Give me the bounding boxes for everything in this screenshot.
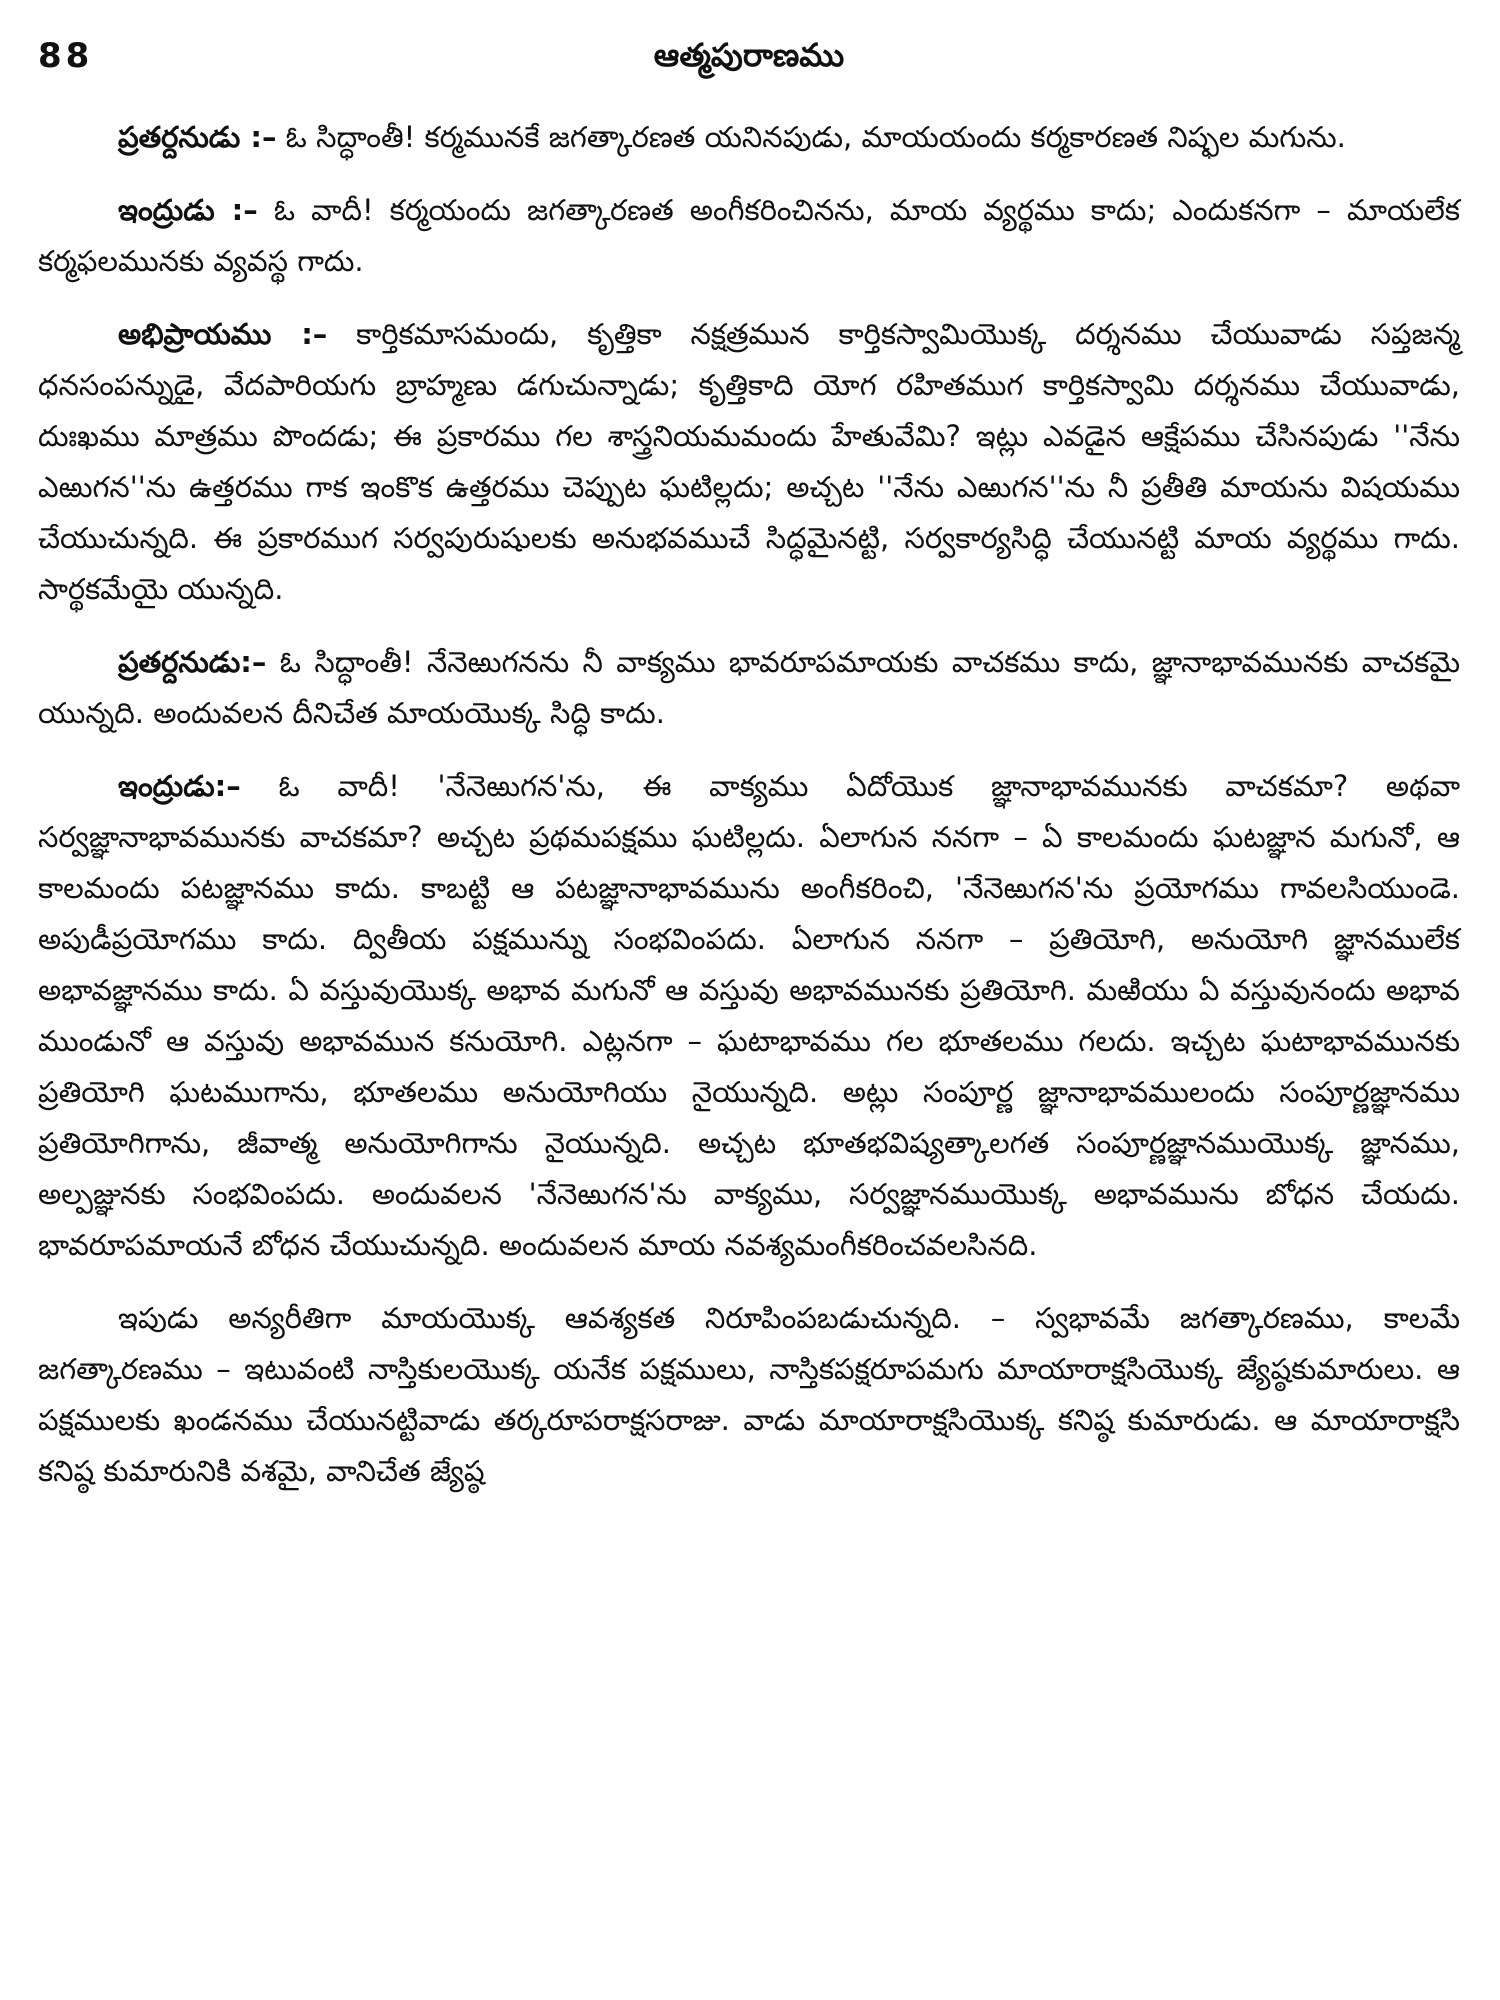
paragraph-indra-1 <box>38 185 1460 287</box>
paragraph-pratardana-2 <box>38 637 1460 739</box>
paragraph-indra-2 <box>38 761 1460 1271</box>
paragraph-pratardana-1 <box>38 112 1460 163</box>
paragraph-text: ఓ వాదీ! 'నేనెఱుగన'ను, ఈ వాక్యము ఏదోయొక జ్ఞానాభావమునకు వాచకమా? అథవా సర్వజ్ఞానాభావమునకు వాచకమా? అచ్చట ప్రథమపక్షము ఘటిల్లదు. ఏలాగున ననగా – ఏ కాలమందు ఘటజ్ఞాన మగునో, ఆ కాలమందు పటజ్ఞానము కాదు. కాబట్టి ఆ పటజ్ఞానాభావమును అంగీకరించి, 'నేనెఱుగన'ను ప్రయోగము గావలసియుండె. అపుడీప్రయోగము కాదు. ద్వితీయ పక్షమున్ను సంభవింపదు. ఏలాగున ననగా – ప్రతియోగి, అనుయోగి జ్ఞానములేక అభావజ్ఞానము కాదు. ఏ వస్తువుయొక్క అభావ మగునో ఆ వస్తువు అభావమునకు ప్రతియోగి. మఱియు ఏ వస్తువునందు అభావ ముండునో ఆ వస్తువు అభావమున కనుయోగి. ఎట్లనగా – ఘటాభావము గల భూతలము గలదు. ఇచ్చట ఘటాభావమునకు ప్రతియోగి ఘటముగాను, భూతలము అనుయోగియు నైయున్నది. అట్లు సంపూర్ణ జ్ఞానాభావములందు సంపూర్ణజ్ఞానము ప్రతియోగిగాను, జీవాత్మ అనుయోగిగాను నైయున్నది. అచ్చట భూతభవిష్యత్కాలగత సంపూర్ణజ్ఞానముయొక్క జ్ఞానము, అల్పజ్ఞునకు సంభవింపదు. అందువలన 'నేనెఱుగన'ను వాక్యము, సర్వజ్ఞానముయొక్క అభావమును బోధన చేయదు. భావరూపమాయనే బోధన చేయుచున్నది. అందువలన మాయ నవశ్యమంగీకరించవలసినది. <box>38 769 1460 1262</box>
paragraph-text: ఓ సిద్ధాంతీ! కర్మమునకే జగత్కారణత యనినపుడు, మాయయందు కర్మకారణత నిష్ఫల మగును. <box>276 120 1346 154</box>
speaker-label: ఇంద్రుడు:– <box>118 769 241 803</box>
page-header <box>38 30 1460 90</box>
page-number: 88 <box>38 36 94 76</box>
paragraph-text: కార్తికమాసమందు, కృత్తికా నక్షత్రమున కార్తికస్వామియొక్క దర్శనము చేయువాడు సప్తజన్మ ధనసంపన్నుడై, వేదపారియగు బ్రాహ్మణు డగుచున్నాడు; కృత్తికాది యోగ రహితముగ కార్తికస్వామి దర్శనము చేయువాడు, దుఃఖము మాత్రము పొందడు; ఈ ప్రకారము గల శాస్త్రనియమమందు హేతువేమి? ఇట్లు ఎవడైన ఆక్షేపము చేసినపుడు ''నేను ఎఱుగన''ను ఉత్తరము గాక ఇంకొక ఉత్తరము చెప్పుట ఘటిల్లదు; అచ్చట ''నేను ఎఱుగన''ను నీ ప్రతీతి మాయను విషయము చేయుచున్నది. ఈ ప్రకారముగ సర్వపురుషులకు అనుభవముచే సిద్ధమైనట్టి, సర్వకార్యసిద్ధి చేయునట్టి మాయ వ్యర్థము గాదు. సార్థకమేయై యున్నది. <box>38 317 1460 606</box>
paragraph-abhiprayamu <box>38 309 1460 615</box>
running-title: ఆత్మపురాణము <box>653 36 845 74</box>
speaker-label: ప్రతర్దనుడు:– <box>118 645 267 679</box>
speaker-label: ఇంద్రుడు :– <box>118 193 258 227</box>
document-page <box>38 30 1460 1980</box>
paragraph-text: ఓ సిద్ధాంతీ! నేనెఱుగనను నీ వాక్యము భావరూపమాయకు వాచకము కాదు, జ్ఞానాభావమునకు వాచకమై యున్నది. అందువలన దీనిచేత మాయయొక్క సిద్ధి కాదు. <box>38 645 1460 730</box>
paragraph-narration <box>38 1293 1460 1497</box>
paragraph-text: ఓ వాదీ! కర్మయందు జగత్కారణత అంగీకరించినను, మాయ వ్యర్థము కాదు; ఎందుకనగా – మాయలేక కర్మఫలమునకు వ్యవస్థ గాదు. <box>38 193 1460 278</box>
speaker-label: ప్రతర్దనుడు :– <box>118 120 277 154</box>
page-body <box>38 112 1460 1497</box>
speaker-label: అభిప్రాయము :– <box>118 317 328 351</box>
paragraph-text: ఇపుడు అన్యరీతిగా మాయయొక్క ఆవశ్యకత నిరూపింపబడుచున్నది. – స్వభావమే జగత్కారణము, కాలమే జగత్కారణము – ఇటువంటి నాస్తికులయొక్క యనేక పక్షములు, నాస్తికపక్షరూపమగు మాయారాక్షసియొక్క జ్యేష్ఠకుమారులు. ఆ పక్షములకు ఖండనము చేయునట్టివాడు తర్కరూపరాక్షసరాజు. వాడు మాయారాక్షసియొక్క కనిష్ఠ కుమారుడు. ఆ మాయారాక్షసి కనిష్ఠ కుమారునికి వశమై, వానిచేత జ్యేష్ఠ <box>38 1301 1460 1488</box>
